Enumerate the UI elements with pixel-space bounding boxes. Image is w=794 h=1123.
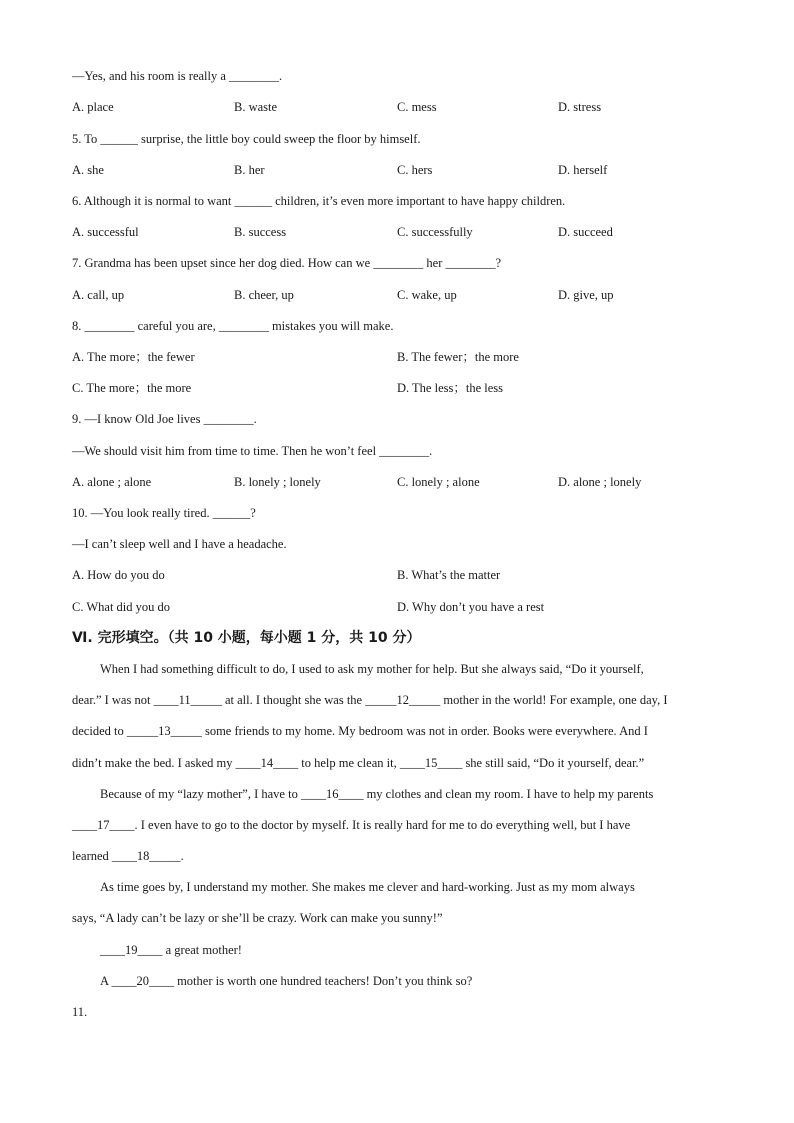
passage-line: didn’t make the bed. I asked my ____14____ to help me clean it, ____15____ she still said, “Do it yourself, dear.”	[72, 756, 645, 770]
passage-line: learned ____18_____.	[72, 849, 184, 863]
passage-line: dear.” I was not ____11_____ at all. I thought she was the _____12_____ mother in the world! For example, one day, I	[72, 693, 668, 707]
question-8: 8. ________ careful you are, ________ mistakes you will make.	[72, 319, 394, 333]
q4-option-d: D. stress	[558, 100, 602, 114]
passage-line: Because of my “lazy mother”, I have to ____16____ my clothes and clean my room. I have to help my parents	[100, 787, 654, 801]
q7-option-c: C. wake, up	[397, 288, 457, 302]
q4-option-b: B. waste	[234, 100, 278, 114]
passage-line: As time goes by, I understand my mother. She makes me clever and hard-working. Just as my mom always	[100, 880, 635, 894]
q6-option-b: B. success	[234, 225, 287, 239]
question-5: 5. To ______ surprise, the little boy could sweep the floor by himself.	[72, 132, 421, 146]
q4-answer-line: —Yes, and his room is really a ________.	[72, 69, 283, 83]
q9-option-b: B. lonely ; lonely	[234, 475, 321, 489]
q9-option-a: A. alone ; alone	[72, 475, 152, 489]
question-10-reply: —I can’t sleep well and I have a headache.	[72, 537, 287, 551]
passage-line: ____19____ a great mother!	[100, 943, 242, 957]
q8-option-a: A. The more；the fewer	[72, 350, 195, 364]
q8-option-d: D. The less；the less	[397, 381, 504, 395]
question-9-reply: —We should visit him from time to time. Then he won’t feel ________.	[72, 444, 433, 458]
section-title: Ⅵ. 完形填空。（共 10 小题，每小题 1 分，共 10 分）	[72, 630, 421, 646]
q6-option-c: C. successfully	[397, 225, 473, 239]
q5-option-b: B. her	[234, 163, 265, 177]
q10-option-c: C. What did you do	[72, 600, 171, 614]
q4-option-a: A. place	[72, 100, 114, 114]
q7-option-a: A. call, up	[72, 288, 125, 302]
q8-option-c: C. The more；the more	[72, 381, 192, 395]
q10-option-a: A. How do you do	[72, 568, 165, 582]
passage-line: decided to _____13_____ some friends to my home. My bedroom was not in order. Books were everywhere. And I	[72, 724, 648, 738]
q6-option-a: A. successful	[72, 225, 139, 239]
q7-option-d: D. give, up	[558, 288, 614, 302]
question-6: 6. Although it is normal to want ______ children, it’s even more important to have happy children.	[72, 194, 566, 208]
q6-option-d: D. succeed	[558, 225, 613, 239]
question-10: 10. —You look really tired. ______?	[72, 506, 256, 520]
q8-option-b: B. The fewer；the more	[397, 350, 519, 364]
question-7: 7. Grandma has been upset since her dog died. How can we ________ her ________?	[72, 256, 502, 270]
q7-option-b: B. cheer, up	[234, 288, 294, 302]
question-9: 9. —I know Old Joe lives ________.	[72, 412, 257, 426]
q10-option-d: D. Why don’t you have a rest	[397, 600, 545, 614]
footer-question-number: 11.	[72, 1005, 88, 1019]
q5-option-a: A. she	[72, 163, 104, 177]
q9-option-d: D. alone ; lonely	[558, 475, 642, 489]
q10-option-b: B. What’s the matter	[397, 568, 501, 582]
passage-line: says, “A lady can’t be lazy or she’ll be crazy. Work can make you sunny!”	[72, 911, 443, 925]
passage-line: ____17____. I even have to go to the doctor by myself. It is really hard for me to do everything well, but I have	[72, 818, 631, 832]
passage-line: A ____20____ mother is worth one hundred teachers! Don’t you think so?	[100, 974, 473, 988]
q9-option-c: C. lonely ; alone	[397, 475, 480, 489]
q5-option-d: D. herself	[558, 163, 608, 177]
q4-option-c: C. mess	[397, 100, 437, 114]
q5-option-c: C. hers	[397, 163, 433, 177]
passage-line: When I had something difficult to do, I used to ask my mother for help. But she always said, “Do it yourself,	[100, 662, 644, 676]
